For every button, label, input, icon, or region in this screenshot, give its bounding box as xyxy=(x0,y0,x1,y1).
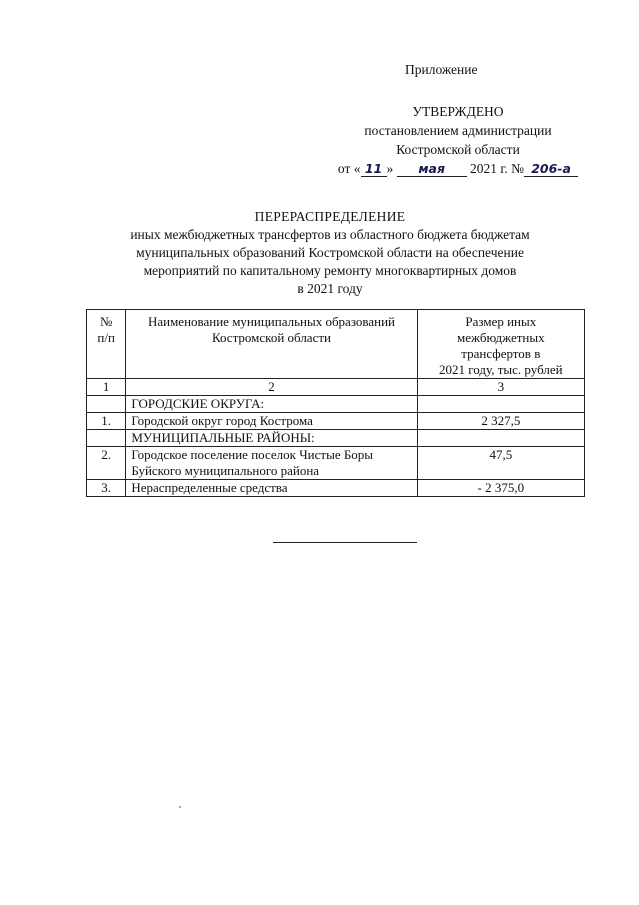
document-title: ПЕРЕРАСПРЕДЕЛЕНИЕ xyxy=(254,209,406,224)
date-mid: » xyxy=(386,161,394,176)
header-municipality: Наименование муниципальных образований Костромской области xyxy=(126,310,417,379)
row-number: 1. xyxy=(87,413,126,430)
header-amount-line-3: трансфертов в xyxy=(461,346,541,361)
section-municipal-districts: МУНИЦИПАЛЬНЫЕ РАЙОНЫ: xyxy=(126,430,417,447)
table-section-row xyxy=(87,430,585,447)
index-cell-2: 2 xyxy=(126,379,417,396)
table-section-row xyxy=(87,396,585,413)
table-header-row xyxy=(87,310,585,379)
resolution-line-2: Костромской области xyxy=(396,142,520,157)
row-amount: - 2 375,0 xyxy=(417,480,584,497)
appendix-label: Приложение xyxy=(405,62,478,77)
row-amount: 2 327,5 xyxy=(417,413,584,430)
row-municipality: Нераспределенные средства xyxy=(126,480,417,497)
resolution-line-1: постановлением администрации xyxy=(364,123,552,138)
date-prefix: от « xyxy=(337,161,361,176)
header-number xyxy=(87,310,126,379)
resolution-date-line xyxy=(318,159,598,178)
end-divider xyxy=(273,542,417,543)
row-number: 2. xyxy=(87,447,126,480)
header-amount xyxy=(417,310,584,379)
header-number-sign: № xyxy=(99,314,113,329)
header-amount-line-1: Размер иных xyxy=(465,314,537,329)
section-empty-cell xyxy=(87,396,126,413)
table-row xyxy=(87,413,585,430)
index-cell-3: 3 xyxy=(417,379,584,396)
title-line-2: муниципальных образований Костромской области на обеспечение xyxy=(136,245,524,260)
document-title-block xyxy=(60,208,600,298)
index-cell-1: 1 xyxy=(87,379,126,396)
row-number: 3. xyxy=(87,480,126,497)
header-amount-line-2: межбюджетных xyxy=(457,330,545,345)
table-row xyxy=(87,480,585,497)
handwritten-number: 206-а xyxy=(524,162,578,177)
header-number-abbr: п/п xyxy=(97,330,115,345)
scan-speck xyxy=(179,806,181,808)
header-amount-line-4: 2021 году, тыс. рублей xyxy=(439,362,563,377)
handwritten-month: мая xyxy=(397,162,467,177)
title-line-4: в 2021 году xyxy=(297,281,363,296)
distribution-table xyxy=(86,309,585,497)
table-row xyxy=(87,447,585,480)
row-amount: 47,5 xyxy=(417,447,584,480)
approval-block xyxy=(318,102,598,178)
handwritten-day: 11 xyxy=(361,162,387,177)
section-empty-cell xyxy=(417,396,584,413)
approved-heading: УТВЕРЖДЕНО xyxy=(412,104,504,119)
title-line-3: мероприятий по капитальному ремонту многоквартирных домов xyxy=(143,263,517,278)
section-urban-districts: ГОРОДСКИЕ ОКРУГА: xyxy=(126,396,417,413)
row-municipality: Городской округ город Кострома xyxy=(126,413,417,430)
table-index-row xyxy=(87,379,585,396)
title-line-1: иных межбюджетных трансфертов из областного бюджета бюджетам xyxy=(130,227,530,242)
section-empty-cell xyxy=(87,430,126,447)
section-empty-cell xyxy=(417,430,584,447)
year-text: 2021 г. № xyxy=(470,161,525,176)
row-municipality: Городское поселение поселок Чистые Боры Буйского муниципального района xyxy=(126,447,417,480)
